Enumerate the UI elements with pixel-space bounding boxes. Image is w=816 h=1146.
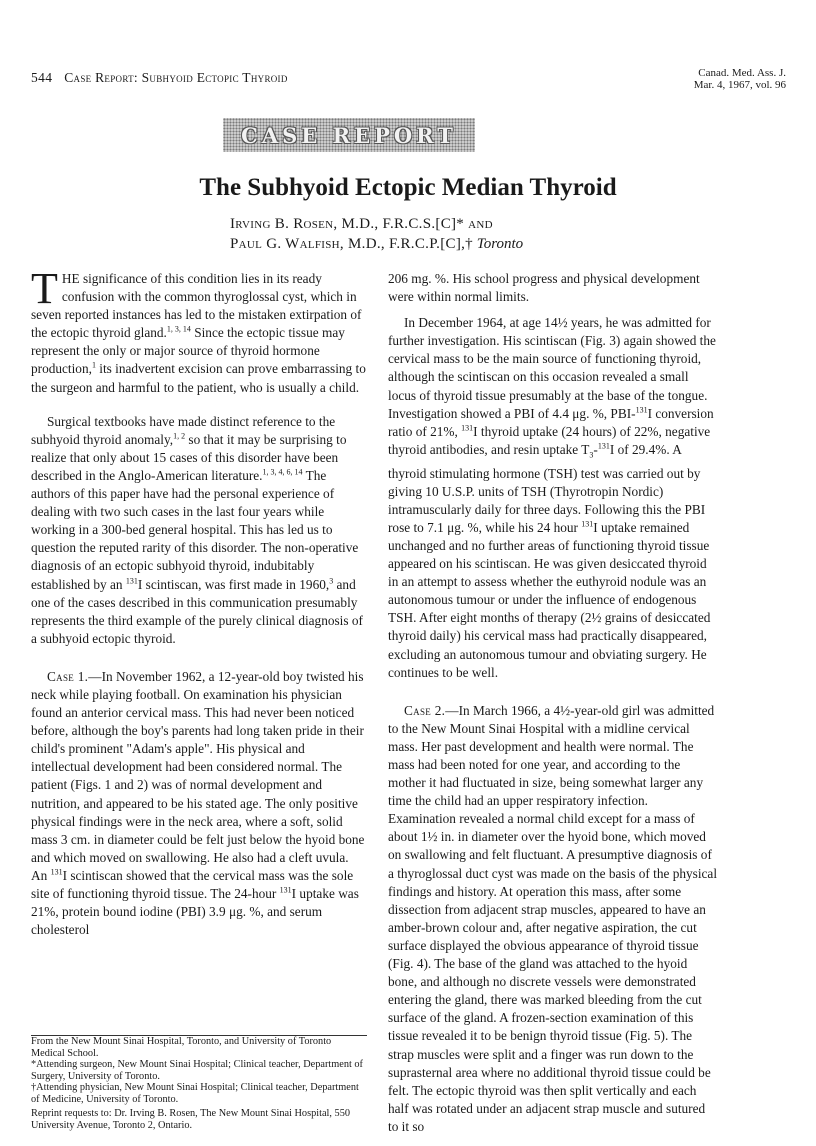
subscript: 3	[589, 450, 594, 460]
body-paragraph	[31, 413, 367, 648]
intro-text: HE significance of this condition lies in its ready confusion with the common thyroglossal cyst, which in seven reported instances has led to the mistaken extirpation of the ectopic thyroid gland.	[31, 271, 362, 341]
footnote-affiliation: From the New Mount Sinai Hospital, Toronto, and University of Toronto Medical School.	[31, 1036, 332, 1059]
case-report-banner	[223, 118, 475, 152]
body-text: I conversion ratio of 21%,	[388, 405, 714, 439]
body-text: I uptake was 21%, protein bound iodine (PBI) 3.9 μg. %, and serum cholesterol	[31, 886, 359, 938]
author-block	[230, 214, 523, 254]
footnotes	[31, 1036, 367, 1131]
body-text: I scintiscan, was first made in 1960,	[137, 576, 330, 592]
footnote-reprints: Reprint requests to: Dr. Irving B. Rosen, The New Mount Sinai Hospital, 550 University Avenue, Toronto 2, Ontario.	[31, 1108, 350, 1131]
reference: 1, 3, 14	[166, 324, 191, 334]
body-text: I scintiscan showed that the cervical mass was the sole site of functioning thyroid tissue. The 24-hour	[31, 867, 354, 901]
banner-label: CASE REPORT	[241, 122, 457, 148]
case-1-paragraph	[31, 668, 367, 939]
body-text: I of 29.4%. A thyroid stimulating hormone (TSH) test was carried out by giving 10 U.S.P. units of TSH (Thyrotropin Nordic) intramuscularly daily for three days. Following this the PBI rose to 7.1 μg. %, while his 24 hour	[388, 441, 706, 535]
body-text: so that it may be surprising to realize that only about 15 cases of this disorder have been described in the Anglo-American literature.	[31, 431, 347, 483]
isotope-superscript: 131	[581, 519, 594, 529]
running-title: Case Report: Subhyoid Ectopic Thyroid	[64, 70, 288, 85]
page-number: 544	[31, 70, 53, 85]
body-text: The authors of this paper have had the personal experience of dealing with two such cases in the last four years while working in a 300-bed general hospital. This has led us to question the reputed rarity of this disorder. The non-operative diagnosis of an ectopic subhyoid thyroid, indubitably established by an	[31, 467, 359, 592]
author-line-1: Irving B. Rosen, M.D., F.R.C.S.[C]* and	[230, 216, 493, 232]
intro-paragraph	[31, 264, 367, 397]
body-text: -	[593, 441, 598, 457]
body-text: —In November 1962, a 12-year-old boy twisted his neck while playing football. On examination his physician found an anterior cervical mass. This had never been noticed before, although the boy's parents had long taken pride in their child's prominent "Adam's apple". His physical and intellectual development had been considered normal. The patient (Figs. 1 and 2) was of normal development and nutrition, and appeared to be his stated age. The only positive physical findings were in the neck area, where a soft, solid mass 3 cm. in diameter could be felt just below the hyoid bone and which moved on swallowing. He also had a cleft uvula. An	[31, 668, 365, 883]
footnote-author-2: †Attending physician, New Mount Sinai Hospital; Clinical teacher, Department of Medicine, University of Toronto.	[31, 1082, 359, 1105]
isotope-superscript: 131	[461, 423, 474, 433]
case-2-paragraph	[388, 702, 718, 1136]
reference: 3	[329, 576, 334, 586]
author-line-2-wrap	[230, 234, 523, 254]
continued-paragraph: 206 mg. %. His school progress and physical development were within normal limits.	[388, 271, 700, 305]
body-text: and one of the cases described in this communication presumably represents the third example of the purely clinical diagnosis of a subhyoid ectopic thyroid.	[31, 576, 363, 646]
isotope-superscript: 131	[635, 405, 648, 415]
case-2-label: Case 2.	[404, 702, 446, 718]
isotope-superscript: 131	[279, 885, 292, 895]
intro-text: Since the ectopic tissue may represent the only or major source of thyroid hormone production,	[31, 325, 345, 377]
december-1964-paragraph	[388, 314, 718, 682]
header-right	[694, 67, 786, 91]
isotope-superscript: 131	[125, 576, 138, 586]
body-text: I thyroid uptake (24 hours) of 22%, negative thyroid antibodies, and resin uptake T	[388, 423, 711, 457]
reference: 1, 3, 4, 6, 14	[262, 467, 303, 477]
author-location: Toronto	[476, 236, 524, 252]
intro-text: its inadvertent excision can prove embarrassing to the surgeon and harmful to the patient, who is usually a child.	[31, 361, 366, 395]
header-left	[31, 70, 288, 86]
journal-name: Canad. Med. Ass. J.	[698, 67, 786, 79]
body-text: —In March 1966, a 4½-year-old girl was admitted to the New Mount Sinai Hospital with a midline cervical mass. Her past development and health were normal. The mass had been noted for one year, and according to the mother it had fluctuated in size, being somewhat larger any time the child had an upper respiratory infection. Examination revealed a normal child except for a mass of about 1½ in. in diameter over the hyoid bone, which moved on swallowing and felt fluctuant. A presumptive diagnosis of a thyroglossal duct cyst was made on the basis of the physical findings and history. At operation this mass, after some dissection from adjacent strap muscles, appeared to have an amber-brown colour and, after negative aspiration, the cut surface displayed the obvious appearance of thyroid tissue (Fig. 4). The base of the gland was attached to the hyoid bone, and although no discrete vessels were demonstrated entering the gland, there was marked bleeding from the cut surface of the gland. A frozen-section examination of this tissue revealed it to be benign thyroid tissue (Fig. 5). The strap muscles were split and a finger was run down to the suprasternal area where no additional thyroid tissue could be felt. The ectopic thyroid was then split vertically and each half was rotated under an adjacent strap muscle and sutured to it so	[388, 702, 718, 1134]
case-1-label: Case 1.	[47, 668, 89, 684]
body-text: I uptake remained unchanged and no further areas of functioning thyroid tissue appeared on his scintiscan. He was given desiccated thyroid in an attempt to assess whether the euthyroid nodule was an autonomous tumour or under the influence of endogenous TSH. After eight months of therapy (2½ grains of desiccated thyroid daily) his cervical mass had practically disappeared, excluding an autonomous tumour and obviating surgery. He continues to be well.	[388, 519, 711, 680]
drop-cap: T	[31, 264, 58, 313]
body-text: Surgical textbooks have made distinct reference to the subhyoid thyroid anomaly,	[31, 413, 336, 447]
reference: 1	[91, 361, 96, 371]
author-line-2: Paul G. Walfish, M.D., F.R.C.P.[C],†	[230, 236, 473, 252]
reference: 1, 2	[173, 431, 186, 441]
body-text: In December 1964, at age 14½ years, he was admitted for further investigation. His scintiscan (Fig. 3) again showed the cervical mass to be the main source of functioning thyroid, although the scintiscan on this occasion revealed a small locus of thyroid tissue presumably at the base of the tongue. Investigation showed a PBI of 4.4 μg. %, PBI-	[388, 315, 716, 421]
article-title: The Subhyoid Ectopic Median Thyroid	[199, 174, 617, 201]
isotope-superscript: 131	[597, 441, 610, 451]
journal-issue: Mar. 4, 1967, vol. 96	[693, 79, 786, 91]
isotope-superscript: 131	[50, 867, 63, 877]
left-column	[31, 264, 367, 939]
right-column	[388, 270, 718, 1136]
footnote-author-1: *Attending surgeon, New Mount Sinai Hospital; Clinical teacher, Department of Surgery, University of Toronto.	[31, 1059, 363, 1082]
